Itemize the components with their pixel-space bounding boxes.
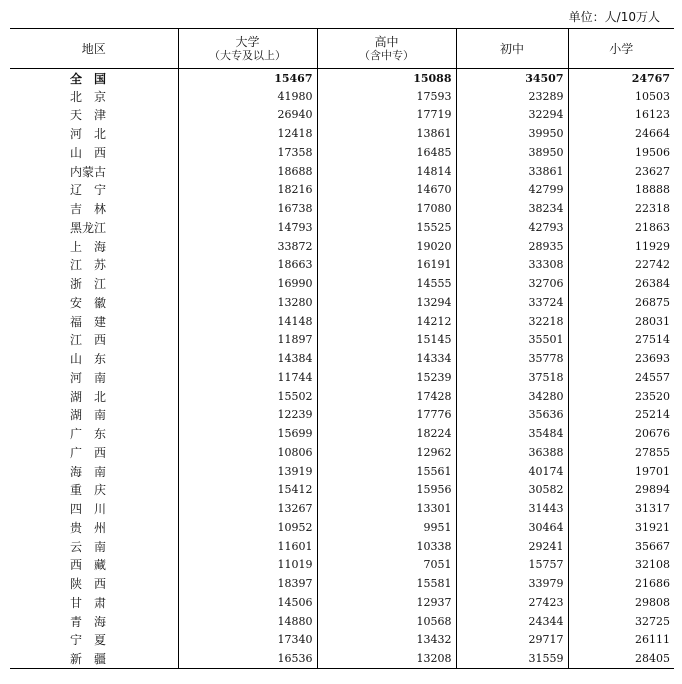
education-table [10,28,674,669]
cell-college: 18216 [178,181,317,200]
cell-middle: 33979 [456,575,568,594]
table-row [10,500,674,519]
table-row [10,294,674,313]
table-row [10,612,674,631]
cell-college: 15502 [178,387,317,406]
cell-primary: 22318 [568,200,674,219]
cell-primary: 23627 [568,162,674,181]
cell-region: 浙 江 [70,277,107,292]
cell-region: 福 建 [70,314,107,329]
cell-primary: 22742 [568,256,674,275]
cell-middle: 42793 [456,219,568,238]
cell-high: 12962 [317,444,456,463]
cell-middle: 34280 [456,387,568,406]
cell-high: 19020 [317,237,456,256]
cell-college: 16738 [178,200,317,219]
cell-college: 12418 [178,125,317,144]
cell-region: 天 津 [70,108,107,123]
header-middle: 初中 [456,29,568,69]
table-row [10,537,674,556]
cell-primary: 18888 [568,181,674,200]
cell-middle: 30582 [456,481,568,500]
cell-high: 17428 [317,387,456,406]
cell-college: 11601 [178,537,317,556]
cell-primary: 32725 [568,612,674,631]
cell-high: 18224 [317,425,456,444]
cell-primary: 28031 [568,312,674,331]
cell-college: 13280 [178,294,317,313]
cell-college: 14793 [178,219,317,238]
cell-primary: 31921 [568,519,674,538]
cell-college: 16536 [178,650,317,669]
cell-primary: 10503 [568,87,674,106]
cell-high: 13301 [317,500,456,519]
cell-primary: 11929 [568,237,674,256]
cell-college: 12239 [178,406,317,425]
cell-high: 10568 [317,612,456,631]
cell-region: 吉 林 [70,202,107,217]
cell-primary: 24767 [568,69,674,88]
cell-middle: 31559 [456,650,568,669]
table-row [10,425,674,444]
table-row [10,162,674,181]
table-body [10,69,674,669]
cell-primary: 25214 [568,406,674,425]
cell-middle: 35636 [456,406,568,425]
cell-middle: 38950 [456,144,568,163]
cell-high: 15525 [317,219,456,238]
cell-region: 河 北 [70,127,107,142]
cell-middle: 30464 [456,519,568,538]
cell-high: 15145 [317,331,456,350]
table-row [10,631,674,650]
cell-middle: 34507 [456,69,568,88]
cell-primary: 31317 [568,500,674,519]
cell-high: 17593 [317,87,456,106]
cell-high: 14814 [317,162,456,181]
table-row [10,387,674,406]
cell-primary: 19506 [568,144,674,163]
cell-college: 11897 [178,331,317,350]
cell-primary: 27855 [568,444,674,463]
table-row [10,144,674,163]
cell-region: 黑龙江 [70,220,107,235]
cell-primary: 26875 [568,294,674,313]
cell-region: 甘 肃 [70,595,107,610]
cell-middle: 33308 [456,256,568,275]
cell-college: 10806 [178,444,317,463]
cell-high: 12937 [317,594,456,613]
cell-high: 15561 [317,462,456,481]
cell-region: 山 西 [70,145,107,160]
cell-high: 14212 [317,312,456,331]
table-row [10,462,674,481]
table-row [10,219,674,238]
header-region: 地区 [10,29,178,69]
cell-high: 15239 [317,369,456,388]
cell-region: 广 东 [70,427,107,442]
cell-primary: 32108 [568,556,674,575]
cell-high: 15581 [317,575,456,594]
cell-middle: 23289 [456,87,568,106]
cell-primary: 29894 [568,481,674,500]
cell-region: 贵 州 [70,520,107,535]
cell-college: 13919 [178,462,317,481]
header-high [317,29,456,69]
table-header [10,29,674,69]
cell-primary: 24664 [568,125,674,144]
cell-middle: 36388 [456,444,568,463]
cell-region: 广 西 [70,445,107,460]
cell-college: 17358 [178,144,317,163]
cell-middle: 35501 [456,331,568,350]
cell-primary: 27514 [568,331,674,350]
cell-high: 14555 [317,275,456,294]
table-row [10,87,674,106]
header-primary: 小学 [568,29,674,69]
cell-region: 陕 西 [70,577,107,592]
cell-college: 14880 [178,612,317,631]
cell-college: 11019 [178,556,317,575]
cell-high: 15956 [317,481,456,500]
cell-region: 河 南 [70,370,107,385]
cell-region: 江 苏 [70,258,107,273]
cell-college: 26940 [178,106,317,125]
cell-region: 宁 夏 [70,633,107,648]
cell-high: 14670 [317,181,456,200]
cell-region: 四 川 [70,502,107,517]
cell-high: 10338 [317,537,456,556]
cell-middle: 28935 [456,237,568,256]
header-college [178,29,317,69]
table-row [10,594,674,613]
cell-high: 14334 [317,350,456,369]
table-row [10,481,674,500]
cell-college: 18397 [178,575,317,594]
table-row [10,181,674,200]
cell-college: 15699 [178,425,317,444]
cell-region: 青 海 [70,614,107,629]
cell-college: 14506 [178,594,317,613]
cell-primary: 21686 [568,575,674,594]
cell-college: 15467 [178,69,317,88]
table-row [10,650,674,669]
cell-middle: 32294 [456,106,568,125]
header-high-title: 高中 [374,34,399,49]
cell-high: 17776 [317,406,456,425]
cell-primary: 16123 [568,106,674,125]
cell-middle: 40174 [456,462,568,481]
header-high-sub: （含中专） [359,48,414,62]
cell-middle: 29717 [456,631,568,650]
cell-region: 全 国 [70,72,107,87]
cell-college: 33872 [178,237,317,256]
cell-college: 18663 [178,256,317,275]
table-row [10,444,674,463]
cell-primary: 26111 [568,631,674,650]
cell-primary: 26384 [568,275,674,294]
cell-primary: 19701 [568,462,674,481]
cell-middle: 38234 [456,200,568,219]
cell-middle: 15757 [456,556,568,575]
cell-region: 上 海 [70,239,107,254]
unit-label: 单位：人/10万人 [568,10,660,24]
table-row [10,200,674,219]
cell-region: 云 南 [70,539,107,554]
table-row [10,125,674,144]
cell-region: 江 西 [70,333,107,348]
cell-college: 17340 [178,631,317,650]
cell-high: 13432 [317,631,456,650]
cell-primary: 29808 [568,594,674,613]
cell-region: 湖 南 [70,408,107,423]
cell-college: 13267 [178,500,317,519]
cell-region: 内蒙古 [70,164,107,179]
cell-college: 11744 [178,369,317,388]
table-row [10,575,674,594]
cell-high: 7051 [317,556,456,575]
cell-region: 北 京 [70,89,107,104]
table-row [10,406,674,425]
cell-middle: 42799 [456,181,568,200]
cell-region: 安 徽 [70,295,107,310]
cell-college: 14148 [178,312,317,331]
cell-high: 17080 [317,200,456,219]
cell-high: 16485 [317,144,456,163]
cell-region: 西 藏 [70,558,107,573]
cell-region: 海 南 [70,464,107,479]
cell-middle: 31443 [456,500,568,519]
cell-college: 14384 [178,350,317,369]
table-row [10,369,674,388]
cell-primary: 20676 [568,425,674,444]
cell-region: 山 东 [70,352,107,367]
table-row [10,256,674,275]
cell-college: 15412 [178,481,317,500]
table-row [10,519,674,538]
cell-middle: 32218 [456,312,568,331]
cell-high: 13208 [317,650,456,669]
table-row-total [10,69,674,88]
cell-high: 9951 [317,519,456,538]
cell-primary: 24557 [568,369,674,388]
cell-middle: 33724 [456,294,568,313]
cell-high: 17719 [317,106,456,125]
cell-middle: 24344 [456,612,568,631]
table-row [10,331,674,350]
cell-college: 41980 [178,87,317,106]
table-row [10,556,674,575]
cell-middle: 33861 [456,162,568,181]
header-college-title: 大学 [235,34,260,49]
cell-college: 10952 [178,519,317,538]
cell-middle: 35484 [456,425,568,444]
cell-primary: 23520 [568,387,674,406]
header-college-sub: （大专及以上） [209,48,286,62]
table-row [10,106,674,125]
cell-region: 湖 北 [70,389,107,404]
table-row [10,312,674,331]
cell-region: 新 疆 [10,650,178,669]
cell-middle: 37518 [456,369,568,388]
cell-college: 16990 [178,275,317,294]
cell-primary: 23693 [568,350,674,369]
cell-middle: 39950 [456,125,568,144]
cell-region: 辽 宁 [70,183,107,198]
table-row [10,275,674,294]
cell-high: 16191 [317,256,456,275]
cell-middle: 35778 [456,350,568,369]
cell-high: 13294 [317,294,456,313]
cell-primary: 28405 [568,650,674,669]
cell-primary: 35667 [568,537,674,556]
table-row [10,237,674,256]
cell-college: 18688 [178,162,317,181]
cell-middle: 29241 [456,537,568,556]
cell-middle: 32706 [456,275,568,294]
cell-high: 15088 [317,69,456,88]
cell-primary: 21863 [568,219,674,238]
cell-middle: 27423 [456,594,568,613]
cell-region: 重 庆 [70,483,107,498]
table-row [10,350,674,369]
cell-high: 13861 [317,125,456,144]
